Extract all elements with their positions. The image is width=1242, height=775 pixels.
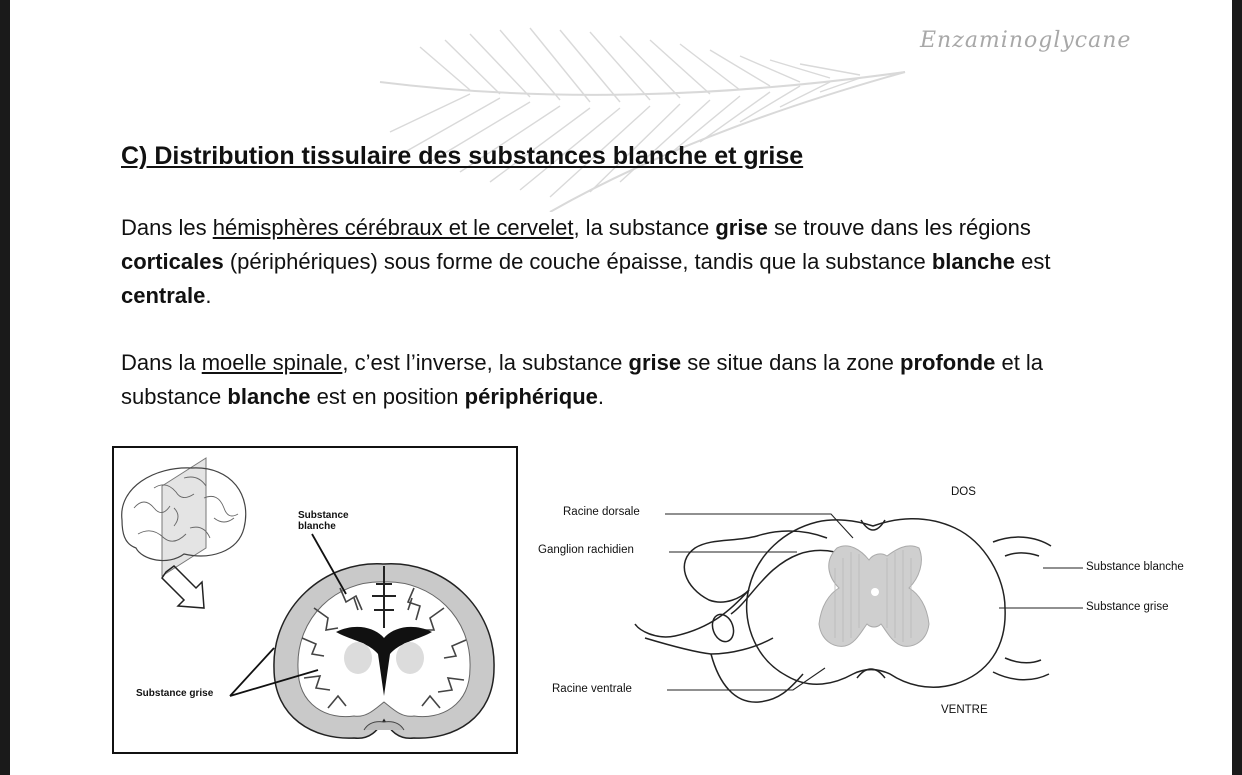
brain-section-figure	[112, 446, 518, 754]
coronal-brain-shape	[274, 564, 494, 738]
label-substance-grise: Substance grise	[136, 688, 214, 699]
cut-plane-shape	[162, 458, 206, 576]
feather-watermark-icon	[360, 22, 920, 212]
underlined-term: hémisphères cérébraux et le cervelet	[212, 215, 574, 240]
paragraph-spinal: Dans la moelle spinale, c’est l’inverse, la substance grise se situe dans la zone profonde et la substance blanche est en position périphérique.	[121, 350, 1044, 409]
label-substance-blanche: Substance blanche	[298, 510, 349, 532]
label-dos: DOS	[951, 486, 976, 498]
paragraph-cerebral: Dans les hémisphères cérébraux et le cervelet, la substance grise se trouve dans les régions corticales (périphériques) sous forme de couche épaisse, tandis que la substance blanche est centrale.	[121, 215, 1051, 308]
dorsal-root-shape	[684, 531, 827, 602]
signature-watermark: Enzaminoglycane	[920, 28, 1132, 53]
brain-drawing	[114, 448, 516, 752]
label-racine-ventrale: Racine ventrale	[552, 683, 632, 695]
label-ventre: VENTRE	[941, 704, 988, 716]
central-canal-shape	[871, 588, 879, 596]
label-substance-blanche-cord: Substance blanche	[1086, 561, 1184, 573]
label-racine-dorsale: Racine dorsale	[563, 506, 640, 518]
spinal-cord-figure	[535, 478, 1207, 728]
section-heading: C) Distribution tissulaire des substances blanche et grise	[121, 142, 804, 170]
document-page	[10, 0, 1232, 775]
label-substance-grise-cord: Substance grise	[1086, 601, 1169, 613]
grey-matter-shape	[819, 546, 929, 646]
label-ganglion-rachidien: Ganglion rachidien	[538, 544, 634, 556]
underlined-term: moelle spinale	[201, 350, 343, 375]
